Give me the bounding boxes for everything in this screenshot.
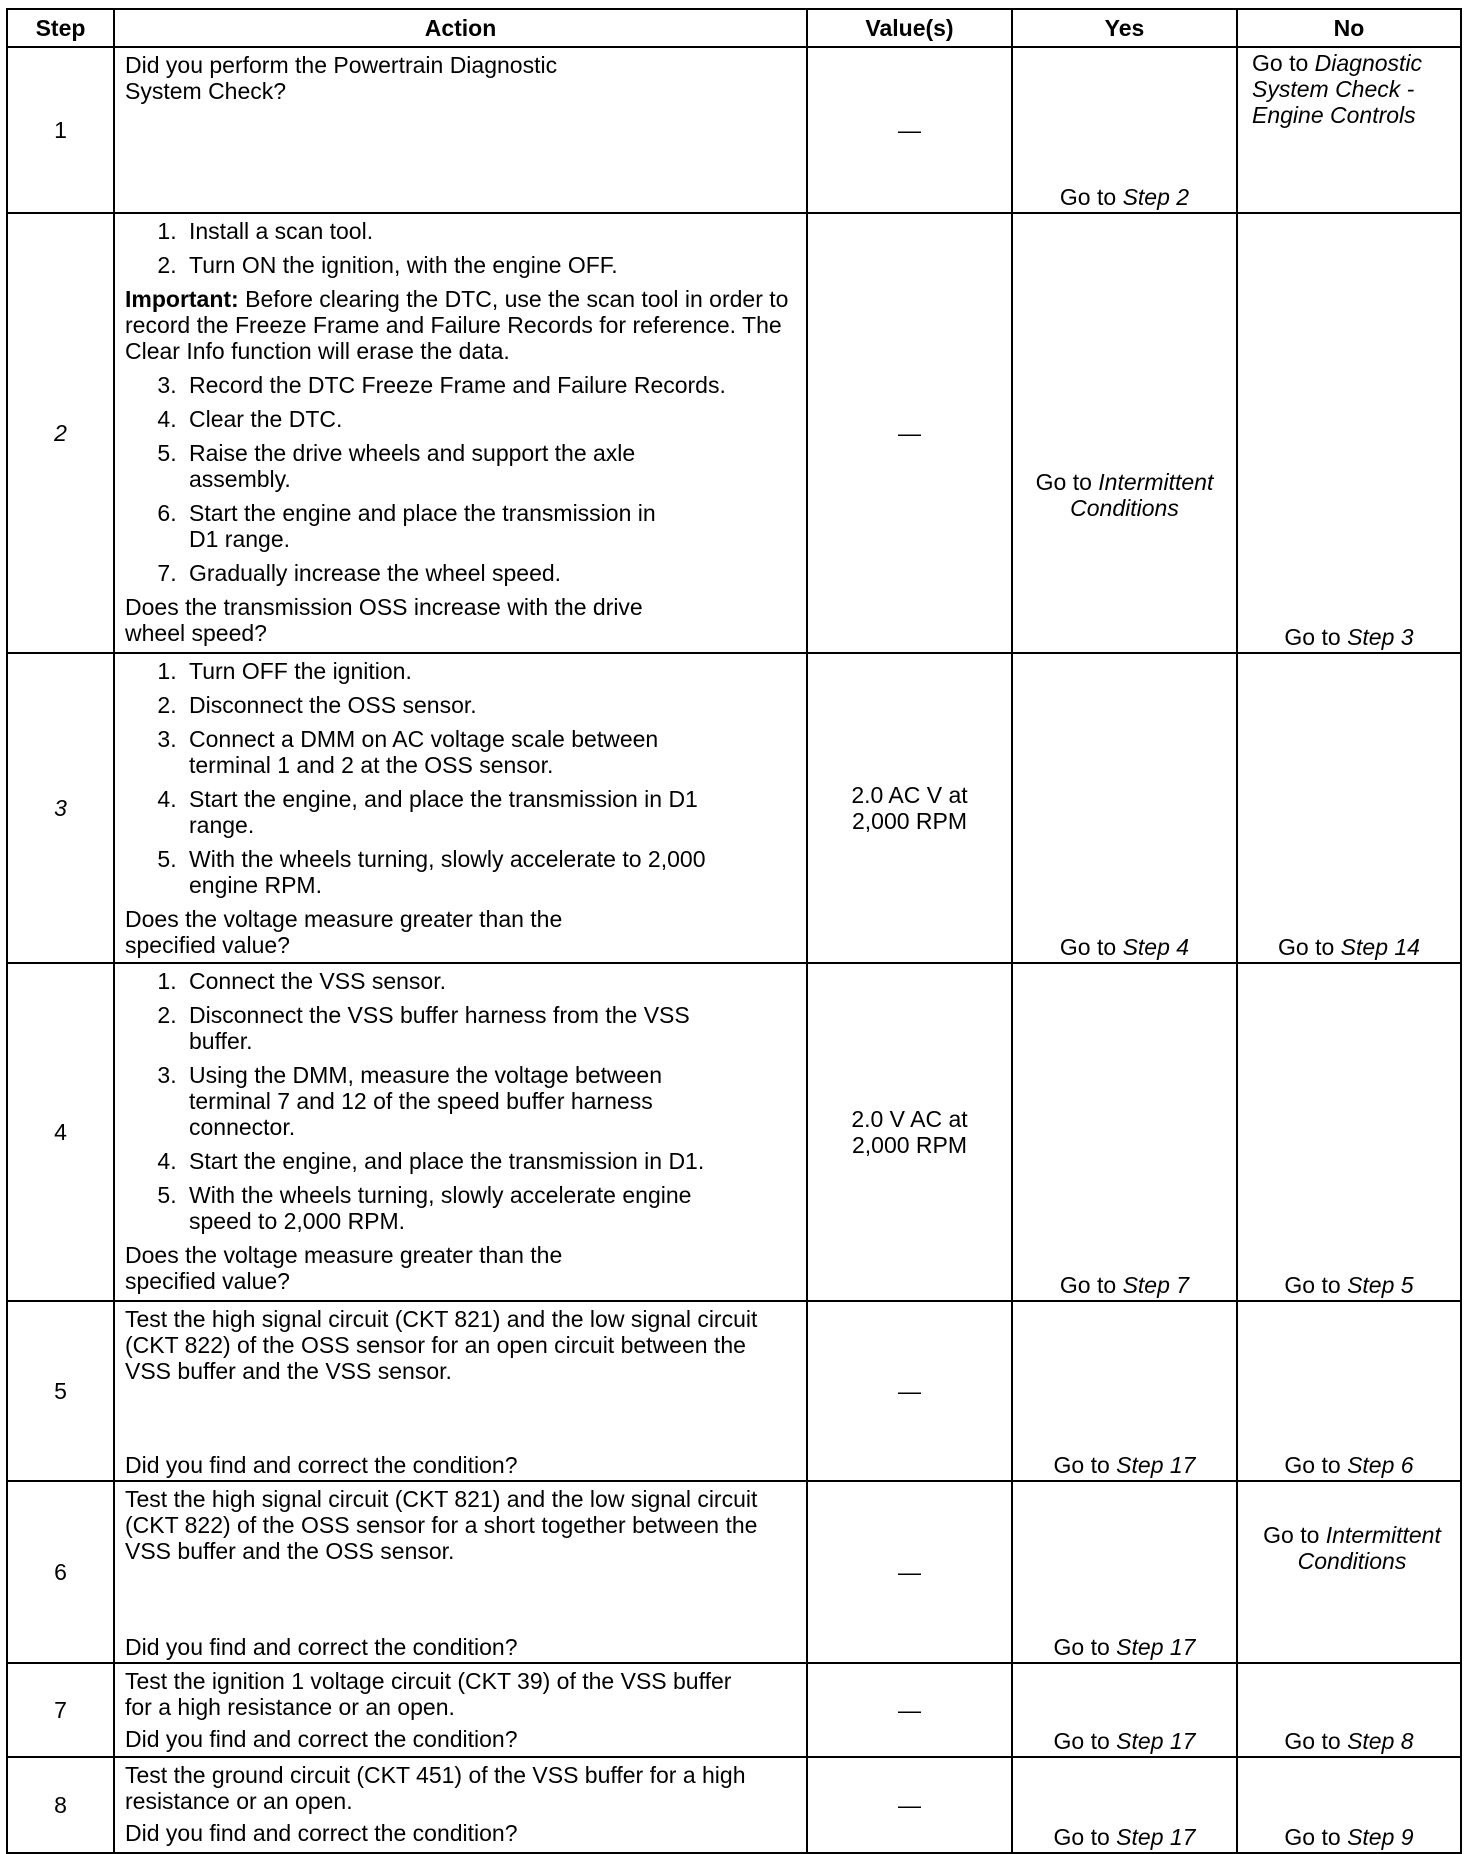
- go-to-label: Go to: [1035, 469, 1092, 495]
- value-line: 2.0 AC V at: [851, 782, 968, 808]
- no-link[interactable]: [1238, 48, 1460, 128]
- procedure-list: [125, 658, 798, 898]
- procedure-step: 3. Using the DMM, measure the voltage between terminal 7 and 12 of the speed buffer harness connector.: [183, 1062, 709, 1140]
- step-number: 5: [7, 1301, 114, 1481]
- no-link[interactable]: [1238, 1452, 1460, 1478]
- action-cell: [114, 1481, 807, 1663]
- question-text: Does the voltage measure greater than the specified value?: [125, 906, 563, 958]
- go-to-label: Go to: [1284, 1272, 1341, 1298]
- go-to-target: Step 8: [1347, 1728, 1414, 1754]
- question-text: Did you find and correct the condition?: [125, 1726, 518, 1752]
- yes-cell: [1012, 653, 1237, 963]
- question-text: Does the voltage measure greater than the specified value?: [125, 1242, 563, 1294]
- step-number: 6: [7, 1481, 114, 1663]
- procedure-step: 2. Turn ON the ignition, with the engine OFF.: [183, 252, 798, 278]
- go-to-label: Go to: [1278, 934, 1335, 960]
- yes-cell: [1012, 1481, 1237, 1663]
- procedure-step: 4. Start the engine, and place the transmission in D1.: [183, 1148, 798, 1174]
- procedure-step: 1. Turn OFF the ignition.: [183, 658, 798, 684]
- action-text: Test the ignition 1 voltage circuit (CKT 39) of the VSS buffer for a high resistance or an open.: [125, 1668, 732, 1720]
- go-to-label: Go to: [1284, 1728, 1341, 1754]
- question-text: Did you find and correct the condition?: [125, 1452, 518, 1478]
- table-row: [7, 1663, 1461, 1757]
- no-cell: [1237, 213, 1461, 653]
- no-cell: [1237, 47, 1461, 213]
- yes-link[interactable]: [1013, 934, 1236, 960]
- go-to-target: Step 2: [1122, 184, 1190, 210]
- step-number: 2: [7, 213, 114, 653]
- go-to-target: Step 17: [1116, 1728, 1196, 1754]
- go-to-target: Intermittent Conditions: [1070, 469, 1214, 521]
- step-number: 7: [7, 1663, 114, 1757]
- important-note: [125, 286, 798, 364]
- go-to-label: Go to: [1053, 1728, 1110, 1754]
- important-label: Important:: [125, 286, 239, 312]
- table-row: [7, 47, 1461, 213]
- value-cell: —: [807, 213, 1012, 653]
- yes-link[interactable]: [1013, 184, 1236, 210]
- value-cell: —: [807, 1481, 1012, 1663]
- action-cell: [114, 1757, 807, 1853]
- no-cell: [1237, 653, 1461, 963]
- value-line: 2,000 RPM: [851, 1132, 968, 1158]
- yes-cell: [1012, 213, 1237, 653]
- procedure-step: 5. With the wheels turning, slowly accelerate to 2,000 engine RPM.: [183, 846, 709, 898]
- yes-link[interactable]: [1013, 1728, 1236, 1754]
- no-link[interactable]: [1238, 1482, 1460, 1574]
- no-link[interactable]: [1238, 1824, 1460, 1850]
- value-line: 2,000 RPM: [851, 808, 968, 834]
- action-text: Test the high signal circuit (CKT 821) and the low signal circuit (CKT 822) of the OSS sensor for an open circuit between the VSS buffer and the VSS sensor.: [125, 1306, 758, 1384]
- go-to-label: Go to: [1284, 1452, 1341, 1478]
- action-text: Did you perform the Powertrain Diagnostic System Check?: [125, 52, 558, 104]
- yes-cell: [1012, 963, 1237, 1301]
- yes-link[interactable]: [1013, 469, 1236, 521]
- header-step: Step: [7, 9, 114, 47]
- go-to-label: Go to: [1053, 1824, 1110, 1850]
- header-action: Action: [114, 9, 807, 47]
- go-to-target: Step 5: [1347, 1272, 1414, 1298]
- header-values: Value(s): [807, 9, 1012, 47]
- yes-cell: [1012, 1757, 1237, 1853]
- step-number: 4: [7, 963, 114, 1301]
- question-text: Does the transmission OSS increase with the drive wheel speed?: [125, 594, 643, 646]
- go-to-target: Step 4: [1122, 934, 1190, 960]
- procedure-list: [125, 372, 798, 586]
- procedure-step: 3. Connect a DMM on AC voltage scale between terminal 1 and 2 at the OSS sensor.: [183, 726, 729, 778]
- procedure-step: 5. Raise the drive wheels and support the axle assembly.: [183, 440, 709, 492]
- go-to-target: Step 14: [1340, 934, 1420, 960]
- table-row: [7, 1481, 1461, 1663]
- go-to-target: Step 17: [1116, 1824, 1196, 1850]
- yes-link[interactable]: [1013, 1452, 1236, 1478]
- table-row: [7, 1301, 1461, 1481]
- action-cell: [114, 1663, 807, 1757]
- value-line: 2.0 V AC at: [851, 1106, 968, 1132]
- action-text: Test the ground circuit (CKT 451) of the VSS buffer for a high resistance or an open.: [125, 1762, 746, 1814]
- procedure-list: [125, 218, 798, 278]
- go-to-label: Go to: [1059, 184, 1117, 210]
- table-row: [7, 963, 1461, 1301]
- yes-cell: [1012, 47, 1237, 213]
- value-cell: —: [807, 1757, 1012, 1853]
- go-to-label: Go to: [1263, 1522, 1320, 1548]
- procedure-step: 4. Start the engine, and place the transmission in D1 range.: [183, 786, 749, 838]
- go-to-target: Step 17: [1116, 1452, 1196, 1478]
- value-cell: [807, 653, 1012, 963]
- go-to-target: Step 7: [1122, 1272, 1190, 1298]
- yes-link[interactable]: [1013, 1824, 1236, 1850]
- table-row: [7, 653, 1461, 963]
- step-number: 1: [7, 47, 114, 213]
- go-to-target: Intermittent Conditions: [1297, 1522, 1441, 1574]
- go-to-label: Go to: [1284, 624, 1341, 650]
- no-link[interactable]: [1238, 624, 1460, 650]
- header-row: [7, 9, 1461, 47]
- value-cell: [807, 963, 1012, 1301]
- procedure-step: 5. With the wheels turning, slowly accelerate engine speed to 2,000 RPM.: [183, 1182, 729, 1234]
- yes-link[interactable]: [1013, 1272, 1236, 1298]
- go-to-target: Step 17: [1116, 1634, 1196, 1660]
- procedure-step: 2. Disconnect the OSS sensor.: [183, 692, 798, 718]
- procedure-step: 6. Start the engine and place the transmission in D1 range.: [183, 500, 689, 552]
- go-to-label: Go to: [1053, 1634, 1110, 1660]
- no-link[interactable]: [1238, 934, 1460, 960]
- no-link[interactable]: [1238, 1728, 1460, 1754]
- procedure-step: 1. Connect the VSS sensor.: [183, 968, 798, 994]
- procedure-step: 2. Disconnect the VSS buffer harness from the VSS buffer.: [183, 1002, 729, 1054]
- go-to-target: Step 6: [1347, 1452, 1414, 1478]
- go-to-label: Go to: [1059, 1272, 1117, 1298]
- yes-link[interactable]: [1013, 1634, 1236, 1660]
- table-row: [7, 1757, 1461, 1853]
- action-cell: [114, 963, 807, 1301]
- header-no: No: [1237, 9, 1461, 47]
- no-cell: [1237, 1301, 1461, 1481]
- value-cell: —: [807, 47, 1012, 213]
- question-text: Did you find and correct the condition?: [125, 1634, 518, 1660]
- step-number: 3: [7, 653, 114, 963]
- no-cell: [1237, 963, 1461, 1301]
- go-to-target: Diagnostic System Check - Engine Controls: [1252, 50, 1423, 128]
- diagnostic-table: [6, 8, 1462, 1854]
- go-to-label: Go to: [1053, 1452, 1110, 1478]
- procedure-step: 1. Install a scan tool.: [183, 218, 798, 244]
- go-to-target: Step 9: [1347, 1824, 1414, 1850]
- yes-cell: [1012, 1301, 1237, 1481]
- no-link[interactable]: [1238, 1272, 1460, 1298]
- action-text: Test the high signal circuit (CKT 821) and the low signal circuit (CKT 822) of the OSS sensor for a short together between the VSS buffer and the OSS sensor.: [125, 1486, 758, 1564]
- procedure-step: 4. Clear the DTC.: [183, 406, 798, 432]
- action-cell: [114, 47, 807, 213]
- question-text: Did you find and correct the condition?: [125, 1820, 518, 1846]
- no-cell: [1237, 1757, 1461, 1853]
- procedure-step: 3. Record the DTC Freeze Frame and Failure Records.: [183, 372, 798, 398]
- go-to-label: Go to: [1059, 934, 1117, 960]
- yes-cell: [1012, 1663, 1237, 1757]
- important-text: Before clearing the DTC, use the scan tool in order to record the Freeze Frame and Failure Records for reference. The Clear Info function will erase the data.: [125, 286, 789, 364]
- no-cell: [1237, 1663, 1461, 1757]
- no-cell: [1237, 1481, 1461, 1663]
- action-cell: [114, 1301, 807, 1481]
- procedure-list: [125, 968, 798, 1234]
- table-row: [7, 213, 1461, 653]
- value-cell: —: [807, 1301, 1012, 1481]
- go-to-target: Step 3: [1347, 624, 1414, 650]
- action-cell: [114, 213, 807, 653]
- step-number: 8: [7, 1757, 114, 1853]
- header-yes: Yes: [1012, 9, 1237, 47]
- procedure-step: 7. Gradually increase the wheel speed.: [183, 560, 798, 586]
- action-cell: [114, 653, 807, 963]
- value-cell: —: [807, 1663, 1012, 1757]
- go-to-label: Go to: [1284, 1824, 1341, 1850]
- go-to-label: Go to: [1252, 50, 1309, 76]
